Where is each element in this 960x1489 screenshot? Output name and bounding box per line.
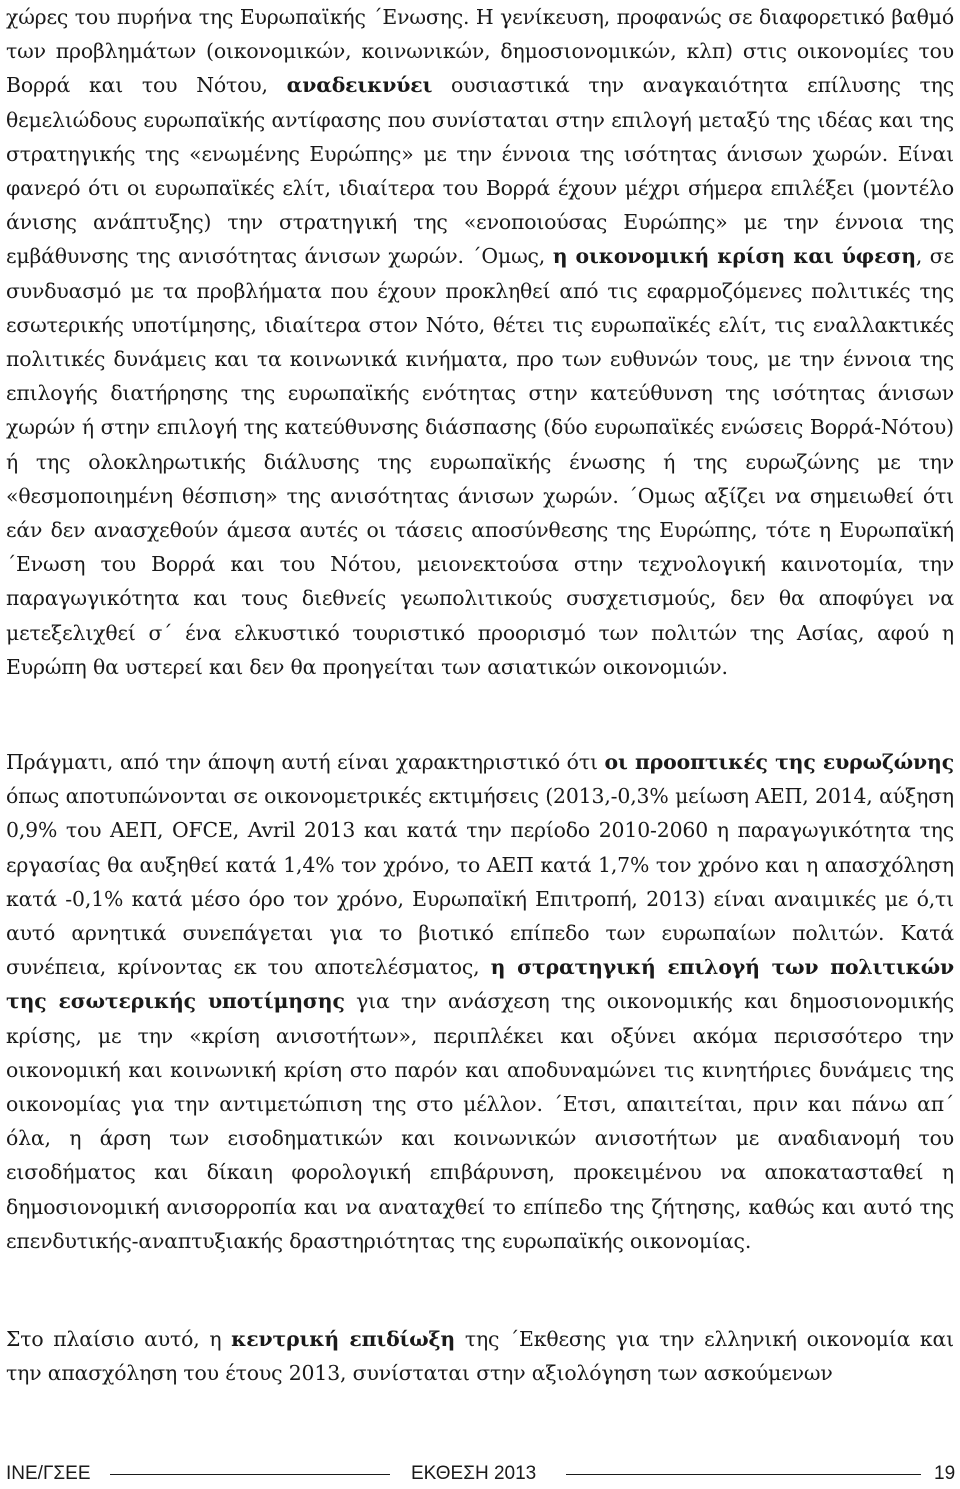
paragraph-2-text-3: για την ανάσχεση της οικονομικής και δημοσιονομικής κρίσης, με την «κρίση ανισοτήτων», περιπλέκει και οξύνει ακόμα περισσότερο την οικονομική και κοινωνική κρίση στο παρόν και αποδυναμώνει τις κινητήριες δυνάμεις της οικονομίας για την αντιμετώπιση της στο μέλλον. ΄Ετσι, απαιτείται, πριν και πάνω απ΄ όλα, η άρση των εισοδηματικών και κοινωνικών ανισοτήτων με αναδιανομή του εισοδήματος και δίκαιη φορολογική επιβάρυνση, προκειμένου να αποκατασταθεί η δημοσιονομική ανισορροπία και να αναταχθεί το επίπεδο της ζήτησης, καθώς και αυτό της επενδυτικής-αναπτυξιακής δραστηριότητας της ευρωπαϊκής οικονομίας. <box>6 989 954 1253</box>
paragraph-2-bold-2: η στρατηγική επιλογή των πολιτικών της εσωτερικής υποτίμησης <box>6 955 954 1014</box>
paragraph-2 <box>6 745 954 1258</box>
footer-rule-left <box>110 1474 390 1475</box>
paragraph-2-text-2: όπως αποτυπώνονται σε οικονομετρικές εκτιμήσεις (2013,-0,3% μείωση ΑΕΠ, 2014, αύξηση 0,9% του ΑΕΠ, OFCE, Avril 2013 και κατά την περίοδο 2010-2060 η παραγωγικότητα της εργασίας θα αυξηθεί κατά 1,4% τον χρόνο, το ΑΕΠ κατά 1,7% τον χρόνο και η απασχόληση κατά -0,1% κατά μέσο όρο τον χρόνο, Ευρωπαϊκή Επιτροπή, 2013) είναι αναιμικές με ό,τι αυτό αρνητικά συνεπάγεται για το βιοτικό επίπεδο των ευρωπαίων πολιτών. Κατά συνέπεια, κρίνοντας εκ του αποτελέσματος, <box>6 784 954 980</box>
paragraph-1-text-3: , σε συνδυασμό με τα προβλήματα που έχουν προκληθεί από τις εφαρμοζόμενες πολιτικές της εσωτερικής υποτίμησης, ιδιαίτερα στον Νότο, θέτει τις ευρωπαϊκές ελίτ, τις εναλλακτικές πολιτικές δυνάμεις και τα κοινωνικά κινήματα, προ των ευθυνών τους, με την έννοια της επιλογής διατήρησης της ευρωπαϊκής ενότητας στην κατεύθυνση της ισότητας άνισων χωρών ή στην επιλογή της κατεύθυνσης διάσπασης (δύο ευρωπαϊκές ενώσεις Βορρά-Νότου) ή της ολοκληρωτικής διάλυσης της ευρωπαϊκής ένωσης ή της ευρωζώνης με την «θεσμοποιημένη θέσπιση» της ανισότητας άνισων χωρών. ΄Ομως αξίζει να σημειωθεί ότι εάν δεν ανασχεθούν άμεσα αυτές οι τάσεις αποσύνθεσης της Ευρώπης, τότε η Ευρωπαϊκή ΄Ενωση του Βορρά και του Νότου, μειονεκτούσα στην τεχνολογική καινοτομία, την παραγωγικότητα και τους διεθνείς γεωπολιτικούς συσχετισμούς, δεν θα αποφύγει να μετεξελιχθεί σ΄ ένα ελκυστικό τουριστικό προορισμό των πολιτών της Ασίας, αφού η Ευρώπη θα υστερεί και δεν θα προηγείται των ασιατικών οικονομιών. <box>6 244 954 679</box>
paragraph-1-text-1: χώρες του πυρήνα της Ευρωπαϊκής ΄Ενωσης. Η γενίκευση, προφανώς σε διαφορετικό βαθμό των προβλημάτων (οικονομικών, κοινωνικών, δημοσιονομικών, κλπ) στις οικονομίες του Βορρά και του Νότου, <box>6 5 954 98</box>
paragraph-3-text-1: Στο πλαίσιο αυτό, η <box>6 1327 232 1351</box>
footer-report-title: ΕΚΘΕΣΗ 2013 <box>411 1463 537 1484</box>
paragraph-1-text-2: ουσιαστικά την αναγκαιότητα επίλυσης της θεμελιώδους ευρωπαϊκής αντίφασης που συνίσταται στην επιλογή μεταξύ της ιδέας και της στρατηγικής της «ενωμένης Ευρώπης» με την έννοια της ισότητας άνισων χωρών. Είναι φανερό ότι οι ευρωπαϊκές ελίτ, ιδιαίτερα του Βορρά έχουν μέχρι σήμερα επιλέξει (μοντέλο άνισης ανάπτυξης) την στρατηγική της «ενοποιούσας Ευρώπης» με την έννοια της εμβάθυνσης της ανισότητας άνισων χωρών. ΄Ομως, <box>6 73 954 269</box>
paragraph-1-bold-2: η οικονομική κρίση και ύφεση <box>552 244 916 269</box>
paragraph-1-bold-1: αναδεικνύει <box>286 73 433 98</box>
footer-publisher: ΙΝΕ/ΓΣΕΕ <box>6 1463 91 1484</box>
paragraph-2-bold-1: οι προοπτικές της ευρωζώνης <box>604 750 954 774</box>
footer-rule-right <box>566 1474 921 1475</box>
paragraph-2-text-1: Πράγματι, από την άποψη αυτή είναι χαρακτηριστικό ότι <box>6 750 605 774</box>
paragraph-1 <box>6 0 954 684</box>
paragraph-3 <box>6 1322 954 1390</box>
page-footer <box>0 1462 960 1486</box>
footer-page-number: 19 <box>934 1463 956 1484</box>
paragraph-3-bold-1: κεντρική επιδίωξη <box>231 1327 456 1351</box>
paragraph-3-text-2: της ΄Εκθεσης για την ελληνική οικονομία και την απασχόληση του έτους 2013, συνίσταται στην αξιολόγηση των ασκούμενων <box>6 1327 954 1386</box>
